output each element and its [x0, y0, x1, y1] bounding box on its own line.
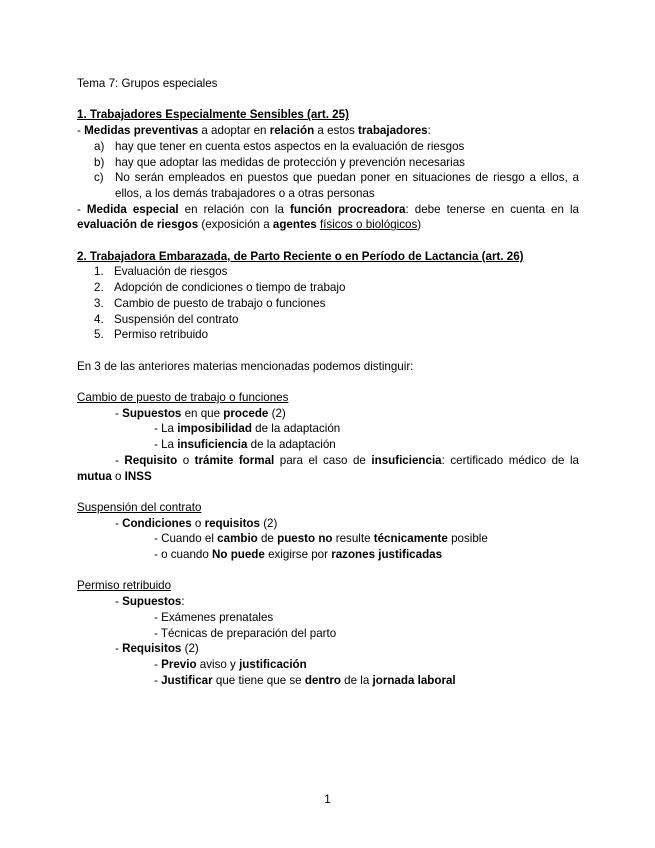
list-item: c) No serán empleados en puestos que puedan poner en situaciones de riesgo a ellos, a ellos, a los demás trabajadores o a otras personas	[94, 171, 579, 200]
section-1-heading: 1. Trabajadores Especialmente Sensibles (art. 25)	[77, 108, 349, 122]
list-item: - Justificar que tiene que se dentro de la jornada laboral	[154, 673, 456, 687]
page-number: 1	[324, 793, 331, 806]
list-item: - Exámenes prenatales	[154, 610, 274, 624]
permiso-requisitos: - Requisitos (2)	[115, 642, 199, 656]
permiso-heading: Permiso retribuido	[77, 579, 172, 593]
list-item: 2. Adopción de condiciones o tiempo de trabajo	[94, 281, 346, 295]
s2-intro: En 3 de las anteriores materias mencionadas podemos distinguir:	[77, 359, 414, 373]
cambio-requisito: - Requisito o trámite formal para el caso de insuficiencia: certificado médico de la mutua o INSS	[77, 453, 579, 483]
suspension-condiciones: - Condiciones o requisitos (2)	[115, 516, 278, 530]
document-page	[77, 76, 579, 688]
list-item: 5. Permiso retribuido	[94, 328, 209, 342]
list-item: 1. Evaluación de riesgos	[94, 265, 228, 279]
list-item: 4. Suspensión del contrato	[94, 312, 239, 326]
list-item: - o cuando No puede exigirse por razones justificadas	[154, 548, 443, 562]
cambio-heading: Cambio de puesto de trabajo o funciones	[77, 391, 289, 404]
section-2-heading: 2. Trabajadora Embarazada, de Parto Reciente o en Período de Lactancia (art. 26)	[77, 249, 524, 263]
list-item: b) hay que adoptar las medidas de protección y prevención necesarias	[94, 155, 465, 169]
list-item: - Cuando el cambio de puesto no resulte técnicamente posible	[154, 532, 488, 546]
permiso-supuestos: - Supuestos:	[115, 595, 185, 609]
cambio-supuestos: - Supuestos en que procede (2)	[115, 406, 286, 420]
s1-measures-line: - Medidas preventivas a adoptar en relación a estos trabajadores:	[77, 124, 431, 138]
list-item: - Técnicas de preparación del parto	[154, 626, 337, 640]
list-item: - La imposibilidad de la adaptación	[154, 422, 341, 436]
list-item: a) hay que tener en cuenta estos aspectos en la evaluación de riesgos	[94, 139, 465, 153]
suspension-heading: Suspensión del contrato	[77, 500, 202, 514]
document-title: Tema 7: Grupos especiales	[77, 77, 218, 90]
list-item: - Previo aviso y justificación	[154, 657, 307, 671]
list-item: 3. Cambio de puesto de trabajo o funciones	[94, 296, 326, 310]
s1-special-measure-paragraph: - Medida especial en relación con la función procreadora: debe tenerse en cuenta en la evaluación de riesgos (exposición a agentes físicos o biológicos)	[77, 202, 579, 232]
list-item: - La insuficiencia de la adaptación	[154, 438, 336, 452]
